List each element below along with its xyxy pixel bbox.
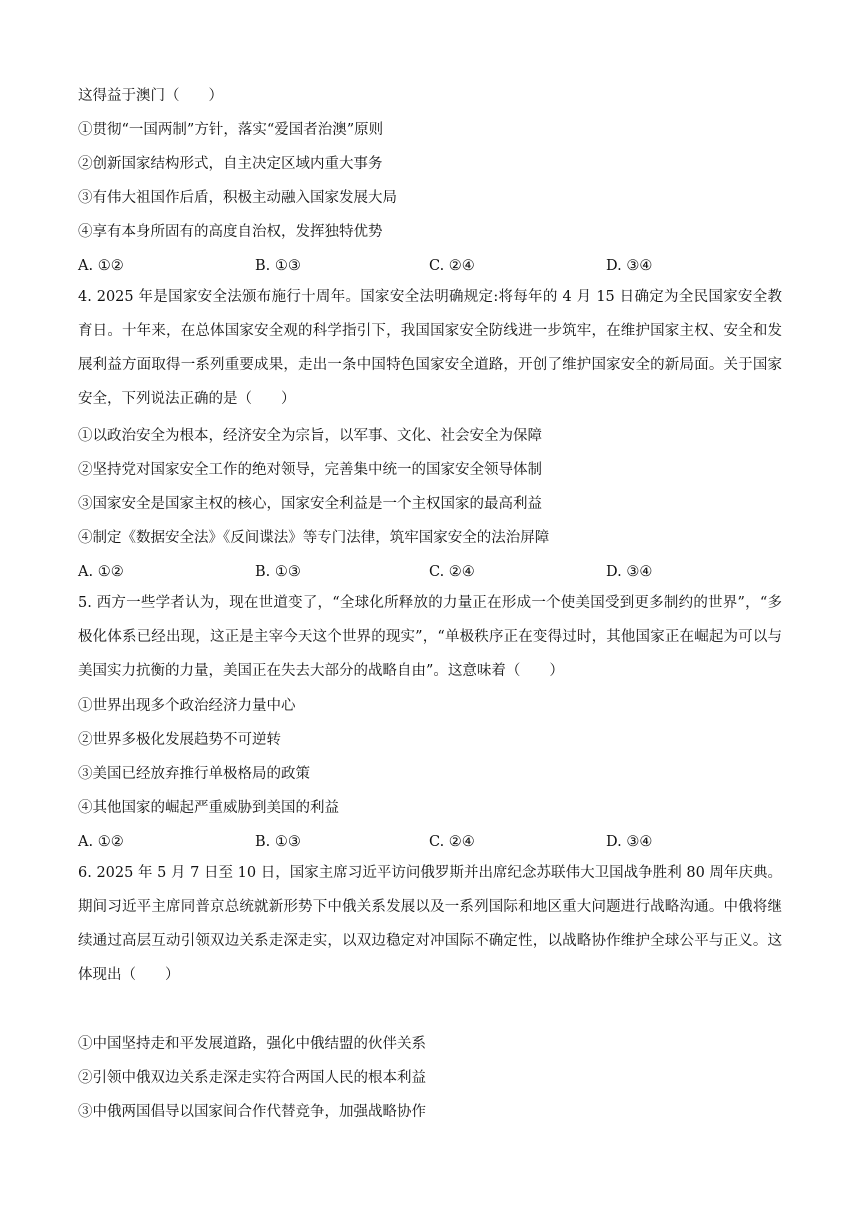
q5-option-d[interactable]: D. ③④ (606, 834, 653, 850)
q5-option-a[interactable]: A. ①② (78, 834, 124, 850)
q5-item-4: ④其他国家的崛起严重威胁到美国的利益 (78, 800, 339, 816)
q3-item-1: ①贯彻“一国两制”方针，落实“爱国者治澳”原则 (78, 122, 384, 138)
q5-option-b[interactable]: B. ①③ (255, 834, 301, 850)
q3-option-d[interactable]: D. ③④ (606, 258, 653, 274)
q3-item-4: ④享有本身所固有的高度自治权，发挥独特优势 (78, 224, 383, 240)
q5-item-2: ②世界多极化发展趋势不可逆转 (78, 732, 281, 748)
q5-option-c[interactable]: C. ②④ (429, 834, 475, 850)
q4-options (78, 562, 782, 582)
q4-item-3: ③国家安全是国家主权的核心，国家安全利益是一个主权国家的最高利益 (78, 496, 542, 512)
q3-item-3: ③有伟大祖国作后盾，积极主动融入国家发展大局 (78, 190, 397, 206)
q4-option-b[interactable]: B. ①③ (255, 564, 301, 580)
q4-option-c[interactable]: C. ②④ (429, 564, 475, 580)
q6-item-1: ①中国坚持走和平发展道路，强化中俄结盟的伙伴关系 (78, 1036, 426, 1052)
q4-item-1: ①以政治安全为根本，经济安全为宗旨，以军事、文化、社会安全为保障 (78, 428, 542, 444)
q4-item-4: ④制定《数据安全法》《反间谍法》等专门法律，筑牢国家安全的法治屏障 (78, 530, 550, 546)
q5-item-1: ①世界出现多个政治经济力量中心 (78, 698, 296, 714)
q3-option-a[interactable]: A. ①② (78, 258, 124, 274)
q4-option-d[interactable]: D. ③④ (606, 564, 653, 580)
q4-item-2: ②坚持党对国家安全工作的绝对领导，完善集中统一的国家安全领导体制 (78, 462, 542, 478)
q4-option-a[interactable]: A. ①② (78, 564, 124, 580)
q6-item-2: ②引领中俄双边关系走深走实符合两国人民的根本利益 (78, 1070, 426, 1086)
q3-option-b[interactable]: B. ①③ (255, 258, 301, 274)
q6-item-3: ③中俄两国倡导以国家间合作代替竞争，加强战略协作 (78, 1104, 426, 1120)
q5-item-3: ③美国已经放弃推行单极格局的政策 (78, 766, 310, 782)
q3-stem-tail: 这得益于澳门（ ） (78, 88, 223, 104)
q3-item-2: ②创新国家结构形式，自主决定区域内重大事务 (78, 156, 383, 172)
q3-options (78, 256, 782, 276)
q4-stem: 4. 2025 年是国家安全法颁布施行十周年。国家安全法明确规定:将每年的 4 月 15 日确定为全民国家安全教育日。十年来，在总体国家安全观的科学指引下，我国国家安全防线进一步筑牢，在维护国家主权、安全和发展利益方面取得一系列重要成果，走出一条中国特色国家安全道路，开创了维护国家安全的新局面。关于国家安全，下列说法正确的是（ ） (78, 289, 782, 407)
q5-stem: 5. 西方一些学者认为，现在世道变了，“全球化所释放的力量正在形成一个使美国受到更多制约的世界”，“多极化体系已经出现，这正是主宰今天这个世界的现实”，“单极秩序正在变得过时，其他国家正在崛起为可以与美国实力抗衡的力量，美国正在失去大部分的战略自由”。这意味着（ ） (78, 595, 782, 679)
q5-options (78, 832, 782, 852)
q3-option-c[interactable]: C. ②④ (429, 258, 475, 274)
q6-stem: 6. 2025 年 5 月 7 日至 10 日，国家主席习近平访问俄罗斯并出席纪念苏联伟大卫国战争胜利 80 周年庆典。期间习近平主席同普京总统就新形势下中俄关系发展以及一系列国际和地区重大问题进行战略沟通。中俄将继续通过高层互动引领双边关系走深走实，以双边稳定对冲国际不确定性，以战略协作维护全球公平与正义。这体现出（ ） (78, 865, 782, 983)
